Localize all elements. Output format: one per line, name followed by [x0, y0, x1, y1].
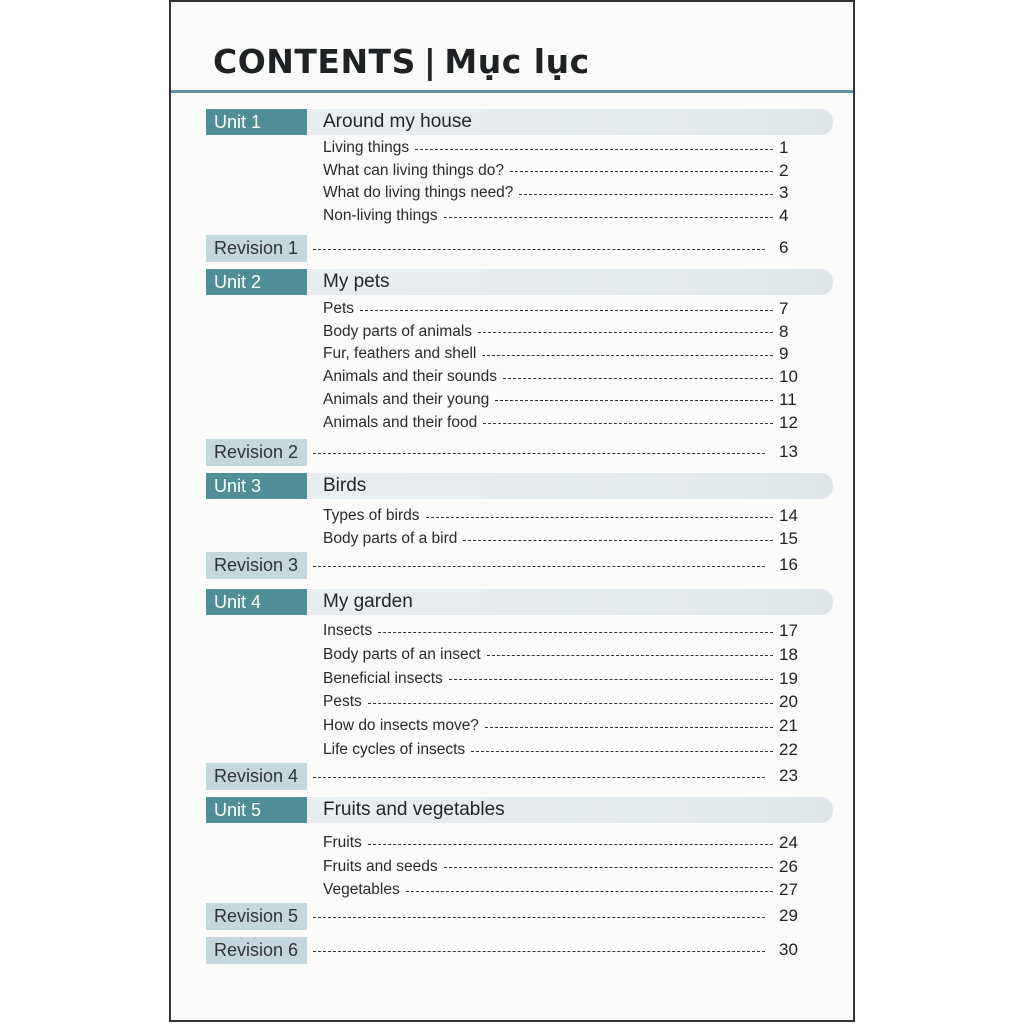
- page-number: 24: [779, 833, 798, 852]
- page-number: 17: [779, 621, 798, 640]
- contents-list: [171, 2, 853, 1020]
- entry-title: Pests: [323, 693, 362, 711]
- dotted-leader: [313, 917, 765, 918]
- toc-entry[interactable]: [323, 668, 803, 690]
- entry-title: Types of birds: [323, 507, 420, 524]
- page-number: 18: [779, 644, 798, 664]
- page-number: 30: [779, 940, 798, 959]
- page-number: 8: [779, 321, 789, 341]
- dotted-leader: [368, 844, 773, 845]
- entry-title: Animals and their food: [323, 413, 478, 431]
- dotted-leader: [495, 400, 773, 401]
- revision-label[interactable]: Revision 6: [206, 937, 307, 964]
- entry-title: What do living things need?: [323, 184, 514, 202]
- toc-entry[interactable]: [323, 182, 803, 204]
- entry-title: Fruits and seeds: [323, 857, 438, 875]
- dotted-leader: [426, 517, 774, 518]
- revision-leader-row: [307, 763, 803, 789]
- unit-label: Unit 1: [206, 109, 307, 135]
- revision-label[interactable]: Revision 5: [206, 903, 307, 930]
- toc-entry[interactable]: [323, 620, 803, 642]
- page-number: 22: [779, 740, 798, 759]
- unit-label: Unit 2: [206, 269, 307, 295]
- toc-entry[interactable]: [323, 298, 803, 320]
- contents-page: [169, 0, 855, 1022]
- revision-label[interactable]: Revision 1: [206, 235, 307, 262]
- dotted-leader: [519, 194, 773, 195]
- dotted-leader: [313, 951, 765, 952]
- dotted-leader: [313, 566, 765, 567]
- toc-entry[interactable]: [323, 879, 803, 901]
- entry-title: Animals and their sounds: [323, 368, 498, 386]
- dotted-leader: [487, 655, 773, 656]
- page-number: 14: [779, 506, 798, 525]
- entry-title: Body parts of an insect: [323, 645, 481, 663]
- dotted-leader: [485, 727, 773, 728]
- toc-entry[interactable]: [323, 739, 803, 761]
- dotted-leader: [482, 355, 773, 356]
- page-number: 9: [779, 344, 789, 364]
- entry-title: Fur, feathers and shell: [323, 345, 477, 363]
- page-number: 20: [779, 692, 798, 712]
- revision-label[interactable]: Revision 2: [206, 439, 307, 466]
- entry-title: How do insects move?: [323, 717, 479, 735]
- revision-leader-row: [307, 235, 803, 261]
- dotted-leader: [444, 867, 773, 868]
- entry-title: Living things: [323, 139, 410, 156]
- unit-title-band: [307, 473, 833, 499]
- page-number: 11: [779, 389, 797, 409]
- toc-entry[interactable]: [323, 160, 803, 182]
- entry-title: Body parts of animals: [323, 322, 473, 340]
- dotted-leader: [463, 540, 773, 541]
- toc-entry[interactable]: [323, 715, 803, 737]
- unit-title[interactable]: Birds: [323, 475, 367, 496]
- page-number: 27: [779, 880, 798, 899]
- page-number: 6: [779, 238, 789, 257]
- dotted-leader: [483, 423, 773, 424]
- toc-entry[interactable]: [323, 343, 803, 365]
- page-number: 1: [779, 138, 789, 157]
- page-number: 2: [779, 160, 789, 180]
- toc-entry[interactable]: [323, 528, 803, 550]
- title-vietnamese: Mục lục: [444, 42, 590, 81]
- dotted-leader: [360, 310, 773, 311]
- unit-label: Unit 3: [206, 473, 307, 499]
- page-number: 23: [779, 766, 798, 785]
- toc-entry[interactable]: [323, 366, 803, 388]
- dotted-leader: [313, 453, 765, 454]
- toc-entry[interactable]: [323, 412, 803, 434]
- entry-title: Life cycles of insects: [323, 741, 466, 758]
- page-number: 4: [779, 206, 789, 226]
- entry-title: Non-living things: [323, 207, 438, 225]
- unit-title[interactable]: My pets: [323, 271, 390, 292]
- dotted-leader: [415, 149, 773, 150]
- entry-title: Vegetables: [323, 881, 400, 898]
- dotted-leader: [444, 217, 773, 218]
- dotted-leader: [406, 891, 773, 892]
- revision-leader-row: [307, 903, 803, 929]
- page-number: 3: [779, 183, 789, 203]
- revision-label[interactable]: Revision 4: [206, 763, 307, 790]
- toc-entry[interactable]: [323, 832, 803, 854]
- unit-label: Unit 5: [206, 797, 307, 823]
- toc-entry[interactable]: [323, 644, 803, 666]
- entry-title: Pets: [323, 300, 355, 317]
- dotted-leader: [378, 632, 773, 633]
- unit-label: Unit 4: [206, 589, 307, 615]
- toc-entry[interactable]: [323, 856, 803, 878]
- page-number: 21: [779, 716, 798, 736]
- page-number: 15: [779, 529, 798, 548]
- dotted-leader: [449, 679, 773, 680]
- toc-entry[interactable]: [323, 321, 803, 343]
- page-number: 13: [779, 442, 798, 461]
- page-number: 16: [779, 555, 798, 574]
- dotted-leader: [471, 751, 773, 752]
- page-number: 7: [779, 299, 789, 318]
- page-number: 12: [779, 412, 798, 432]
- dotted-leader: [510, 171, 773, 172]
- revision-leader-row: [307, 439, 803, 465]
- entry-title: Body parts of a bird: [323, 530, 458, 547]
- entry-title: Insects: [323, 622, 373, 639]
- toc-entry[interactable]: [323, 137, 803, 159]
- revision-leader-row: [307, 552, 803, 578]
- dotted-leader: [313, 249, 765, 250]
- page-number: 26: [779, 856, 798, 876]
- toc-entry[interactable]: [323, 505, 803, 527]
- toc-entry[interactable]: [323, 389, 803, 411]
- toc-entry[interactable]: [323, 205, 803, 227]
- entry-title: Beneficial insects: [323, 669, 443, 687]
- title-separator: |: [423, 42, 437, 81]
- dotted-leader: [368, 703, 773, 704]
- page-number: 10: [779, 367, 798, 387]
- dotted-leader: [503, 378, 773, 379]
- unit-title[interactable]: Around my house: [323, 111, 472, 132]
- page-number: 29: [779, 906, 798, 925]
- dotted-leader: [478, 332, 773, 333]
- entry-title: Fruits: [323, 834, 362, 851]
- entry-title: Animals and their young: [323, 390, 490, 408]
- entry-title: What can living things do?: [323, 161, 504, 179]
- revision-label[interactable]: Revision 3: [206, 552, 307, 579]
- title-english: CONTENTS: [213, 42, 416, 81]
- dotted-leader: [313, 777, 765, 778]
- page-number: 19: [779, 668, 798, 688]
- unit-title[interactable]: My garden: [323, 591, 413, 612]
- toc-entry[interactable]: [323, 691, 803, 713]
- unit-title[interactable]: Fruits and vegetables: [323, 799, 505, 820]
- revision-leader-row: [307, 937, 803, 963]
